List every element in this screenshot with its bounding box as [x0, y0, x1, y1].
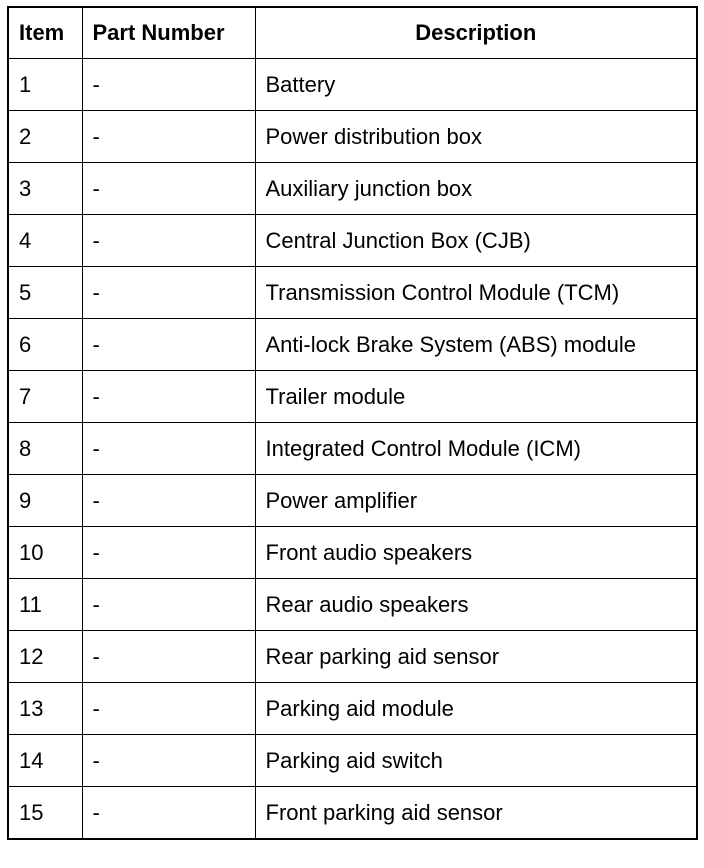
cell-item: 2 — [8, 111, 82, 163]
cell-item: 15 — [8, 787, 82, 840]
cell-part-number: - — [82, 215, 255, 267]
cell-description: Integrated Control Module (ICM) — [255, 423, 697, 475]
cell-item: 9 — [8, 475, 82, 527]
table-row — [8, 111, 697, 163]
cell-part-number: - — [82, 319, 255, 371]
cell-part-number: - — [82, 163, 255, 215]
cell-part-number: - — [82, 579, 255, 631]
parts-table — [7, 6, 698, 840]
table-row — [8, 215, 697, 267]
cell-item: 12 — [8, 631, 82, 683]
cell-description: Rear audio speakers — [255, 579, 697, 631]
table-row — [8, 423, 697, 475]
cell-item: 11 — [8, 579, 82, 631]
header-row — [8, 7, 697, 59]
table-row — [8, 527, 697, 579]
cell-item: 13 — [8, 683, 82, 735]
cell-part-number: - — [82, 683, 255, 735]
table-row — [8, 475, 697, 527]
cell-part-number: - — [82, 423, 255, 475]
table-row — [8, 735, 697, 787]
cell-part-number: - — [82, 111, 255, 163]
cell-item: 1 — [8, 59, 82, 111]
header-item: Item — [8, 7, 82, 59]
cell-item: 6 — [8, 319, 82, 371]
table-row — [8, 163, 697, 215]
cell-item: 8 — [8, 423, 82, 475]
header-part-number: Part Number — [82, 7, 255, 59]
cell-description: Parking aid module — [255, 683, 697, 735]
cell-part-number: - — [82, 787, 255, 840]
cell-description: Parking aid switch — [255, 735, 697, 787]
cell-description: Anti-lock Brake System (ABS) module — [255, 319, 697, 371]
cell-description: Power distribution box — [255, 111, 697, 163]
cell-description: Auxiliary junction box — [255, 163, 697, 215]
cell-description: Front parking aid sensor — [255, 787, 697, 840]
table-row — [8, 579, 697, 631]
cell-part-number: - — [82, 59, 255, 111]
cell-part-number: - — [82, 267, 255, 319]
cell-item: 10 — [8, 527, 82, 579]
cell-part-number: - — [82, 735, 255, 787]
table-header — [8, 7, 697, 59]
cell-part-number: - — [82, 631, 255, 683]
cell-description: Front audio speakers — [255, 527, 697, 579]
cell-item: 7 — [8, 371, 82, 423]
table-row — [8, 59, 697, 111]
cell-description: Battery — [255, 59, 697, 111]
cell-item: 3 — [8, 163, 82, 215]
table-row — [8, 683, 697, 735]
table-row — [8, 267, 697, 319]
cell-item: 14 — [8, 735, 82, 787]
table-row — [8, 371, 697, 423]
table-row — [8, 631, 697, 683]
header-description: Description — [255, 7, 697, 59]
cell-part-number: - — [82, 475, 255, 527]
table-row — [8, 319, 697, 371]
cell-part-number: - — [82, 371, 255, 423]
cell-item: 4 — [8, 215, 82, 267]
cell-description: Power amplifier — [255, 475, 697, 527]
cell-description: Central Junction Box (CJB) — [255, 215, 697, 267]
cell-item: 5 — [8, 267, 82, 319]
cell-description: Rear parking aid sensor — [255, 631, 697, 683]
cell-part-number: - — [82, 527, 255, 579]
cell-description: Trailer module — [255, 371, 697, 423]
table-row — [8, 787, 697, 840]
table-body — [8, 59, 697, 840]
cell-description: Transmission Control Module (TCM) — [255, 267, 697, 319]
